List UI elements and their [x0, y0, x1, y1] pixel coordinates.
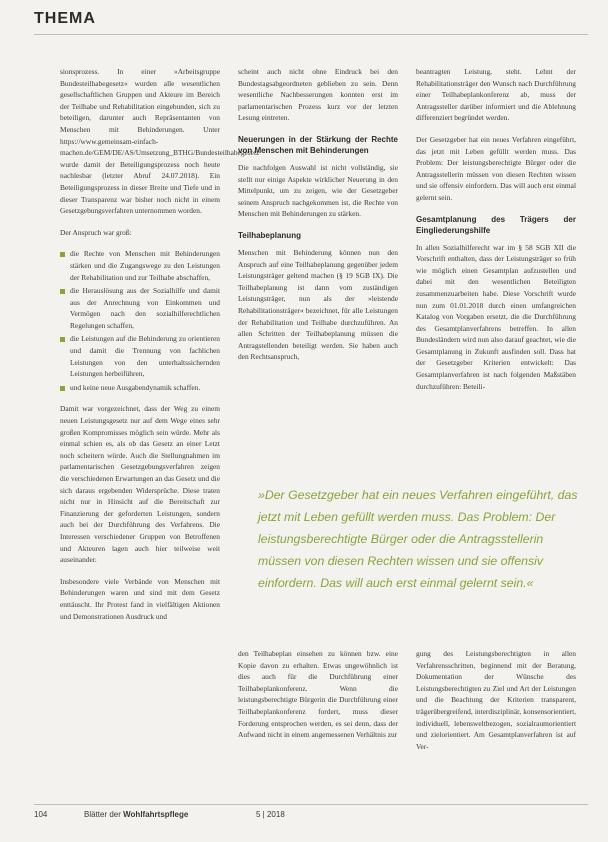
journal-name	[84, 810, 188, 819]
column-1	[60, 66, 260, 632]
list-item-text: die Herauslösung aus der Sozialhilfe und damit aus der Anrechnung von Einkommen und Vermögen nach den sozialhilferechtlichen Regelungen schaffen,	[70, 286, 220, 330]
bullet-square-icon	[60, 386, 65, 391]
page-number: 104	[34, 810, 48, 819]
bullet-square-icon	[60, 289, 65, 294]
paragraph: In allen Sozialhilferecht war im § 58 SGB XII die Vorschrift enthalten, dass der Leistungsträger so früh wie möglich einen Gesamtplan aufzustellen und dabei mit den wesentlichen Beteiligten zusammenzuarbeiten habe. Diese Vorschrift wurde nun zum 01.01.2018 durch einen umfangreichen Katalog von Vorgaben ersetzt, die die Durchführung des Gesamtplanverfahrens betreffen. In allen Bundesländern wird nun also darauf geachtet, wie die Gesamtplanung in Zukunft ausfinden soll. Dass hat der Gesetzgeber Kriterien entwickelt: Das Gesamtplanverfahren ist nach folgenden Maßstäben durchzuführen: Beteili-	[416, 242, 576, 391]
paragraph: scheint auch nicht ohne Eindruck bei den Bundestagsabgeordneten geblieben zu sein. Denn wesentliche Nachbesserungen konnten erst im parlamentarischen Prozess kurz vor der letzten Lesung eintreten.	[238, 67, 398, 123]
paragraph: Der Anspruch war groß:	[60, 227, 132, 237]
subheading: Teilhabeplanung	[238, 230, 301, 240]
list-item-text: und keine neue Ausgabendynamik schaffen.	[70, 382, 201, 392]
list-item	[60, 248, 220, 283]
paragraph: sionsprozess. In einer »Arbeitsgruppe Bundesteilhabegesetz« wurden alle wesentlichen gesellschaftlichen Gruppen und Akteure im Bereich der Teilhabe und Rehabilitation eingebunden, sich zu beteiligen, darunter auch Repräsentanten von Menschen mit Behinderungen. Unter https://www.gemeinsam-einfach-machen.de/GEM/DE/AS/Umsetzung_BTHG/Bundesteilhabegesetz wurde damit der Beteiligungsprozess noch heute nachlesbar (letzter Abruf 24.07.2018). Ein Beteiligungsprozess in dieser Breite und Tiefe und in dieser Transparenz war bisher noch nicht in einem Gesetzgebungsverfahren unternommen worden.	[60, 67, 260, 216]
subheading: Gesamtplanung des Trägers der Eingliederungshilfe	[416, 214, 576, 235]
bullet-square-icon	[60, 252, 65, 257]
list-item	[60, 382, 220, 394]
paragraph: gung des Leistungsberechtigten in allen Verfahrensschritten, beginnend mit der Beratung, Dokumentation der Wünsche des Leistungsberechtigten zu Ziel und Art der Leistungen und die Beachtung der Kriterien transparent, trägerübergreifend, interdisziplinär, konsensorientiert, individuell, lebensweltbezogen, sozialraumorientiert und zielorientiert. Am Gesamtplanverfahren ist auf Ver-	[416, 649, 576, 751]
paragraph: Menschen mit Behinderung können nun den Anspruch auf eine Teilhabeplanung gegenüber jedem Leistungsträger geltend machen (§ 19 SGB IX). Die Teilhabeplanung ist dann vom zuständigen Leistungsträger, nun als der »leistende Rehabilitationsträger« bezeichnet, für alle Leistungen der Rehabilitation und Teilhabe durchzuführen. An allen Schritten der Teilhabeplanung müssen die Antragstellenden beteiligt werden. Sie haben auch den Rechtsanspruch,	[238, 247, 398, 362]
subheading: Neuerungen in der Stärkung der Rechte von Menschen mit Behinderungen	[238, 134, 398, 155]
journal-name-prefix: Blätter der	[84, 810, 124, 819]
pull-quote: »Der Gesetzgeber hat ein neues Verfahren eingeführt, das jetzt mit Leben gefüllt werden muss. Das Problem: Der leistungsberechtigte Bürger oder die Antragsstellerin müssen von diesen Rechten wissen und sie offensiv einfordern. Das will auch erst einmal gelernt sein.«	[258, 488, 578, 590]
issue-number: 5 | 2018	[256, 810, 285, 819]
paragraph: Die nachfolgen Auswahl ist nicht vollständig, sie stellt nur einige Aspekte wirklicher Neuerung in den Mittelpunkt, um zu zeigen, wie der Gesetzgeber seinem Anspruch nachgekommen ist, die Rechte von Menschen mit Behinderungen zu stärken.	[238, 162, 398, 219]
list-item-text: die Leistungen auf die Behinderung zu orientieren und damit die Trennung von fachlichen Leistungen von den unterhaltssichernden Leistungen herbeiführen,	[70, 334, 220, 379]
list-item	[60, 333, 220, 379]
paragraph: den Teilhabeplan einsehen zu können bzw. eine Kopie davon zu erhalten. Etwas ungewöhnlich ist dies auch für die Durchführung einer Teilhabeplankonferenz. Wenn die leistungsberechtigte Bürgerin die Durchführung einer Teilhabeplankonferenz fordert, muss dieser Forderung entsprochen werden, es sei denn, dass der Aufwand nicht in einem angemessenen Verhältnis zur	[238, 649, 398, 740]
column-2-bottom	[238, 648, 398, 751]
page-footer	[34, 804, 588, 825]
journal-name-bold: Wohlfahrtspflege	[123, 810, 189, 819]
paragraph: Der Gesetzgeber hat ein neues Verfahren eingeführt, das jetzt mit Leben gefüllt werden muss. Das Problem: Der leistungsberechtigte Bürger oder die Antragsstellerin müssen von diesen Rechten wissen und sie offensiv einfordern. Das will auch erst einmal gelernt sein.	[416, 134, 576, 202]
bullet-list	[60, 248, 220, 393]
page-header	[34, 10, 588, 35]
paragraph: Insbesondere viele Verbände von Menschen mit Behinderungen waren und sind mit dem Gesetz enttäuscht. Ihr Protest fand in vielfältigen Aktionen und Demonstrationen Ausdruck und	[60, 576, 220, 621]
section-title: THEMA	[34, 10, 96, 27]
bullet-square-icon	[60, 337, 65, 342]
list-item-text: die Rechte von Menschen mit Behinderungen stärken und die Zugangswege zu den Leistungen der Rehabilitation und zur Teilhabe abschaffen,	[70, 249, 220, 282]
paragraph: Damit war vorgezeichnet, dass der Weg zu einem neuen Leistungsgesetz nur auf dem Wege eines sehr großen Kompromisses möglich sein würde. Mehr als einmal schien es, als ob das Gesetz an einer Letzt noch scheitern würde. Auch die Stellungnahmen im parlamentarischen Gesetzgebungsverfahren zeigen die verschiedenen Erwartungen an das Gesetz und die sich daraus ergebenden Widersprüche. Diese traten nicht nur in Hinsicht auf die Bereitschaft zur Finanzierung der geforderten Leistungen, sondern auch bei der Durchführung des Verfahrens. Die Interessen verschiedener Gruppen von Betroffenen und Akteuren lagen auch hier teilweise weit auseinander.	[60, 404, 220, 565]
paragraph: beantragten Leistung, steht. Lehnt der Rehabilitationsträger den Wunsch nach Durchführung einer Teilhabeplankonferenz ab, muss der Antragssteller darüber informiert und die Ablehnung differenziert begründet werden.	[416, 67, 576, 123]
column-3-bottom	[416, 648, 576, 762]
column-3	[416, 66, 576, 402]
list-item	[60, 285, 220, 331]
column-2	[238, 66, 398, 373]
